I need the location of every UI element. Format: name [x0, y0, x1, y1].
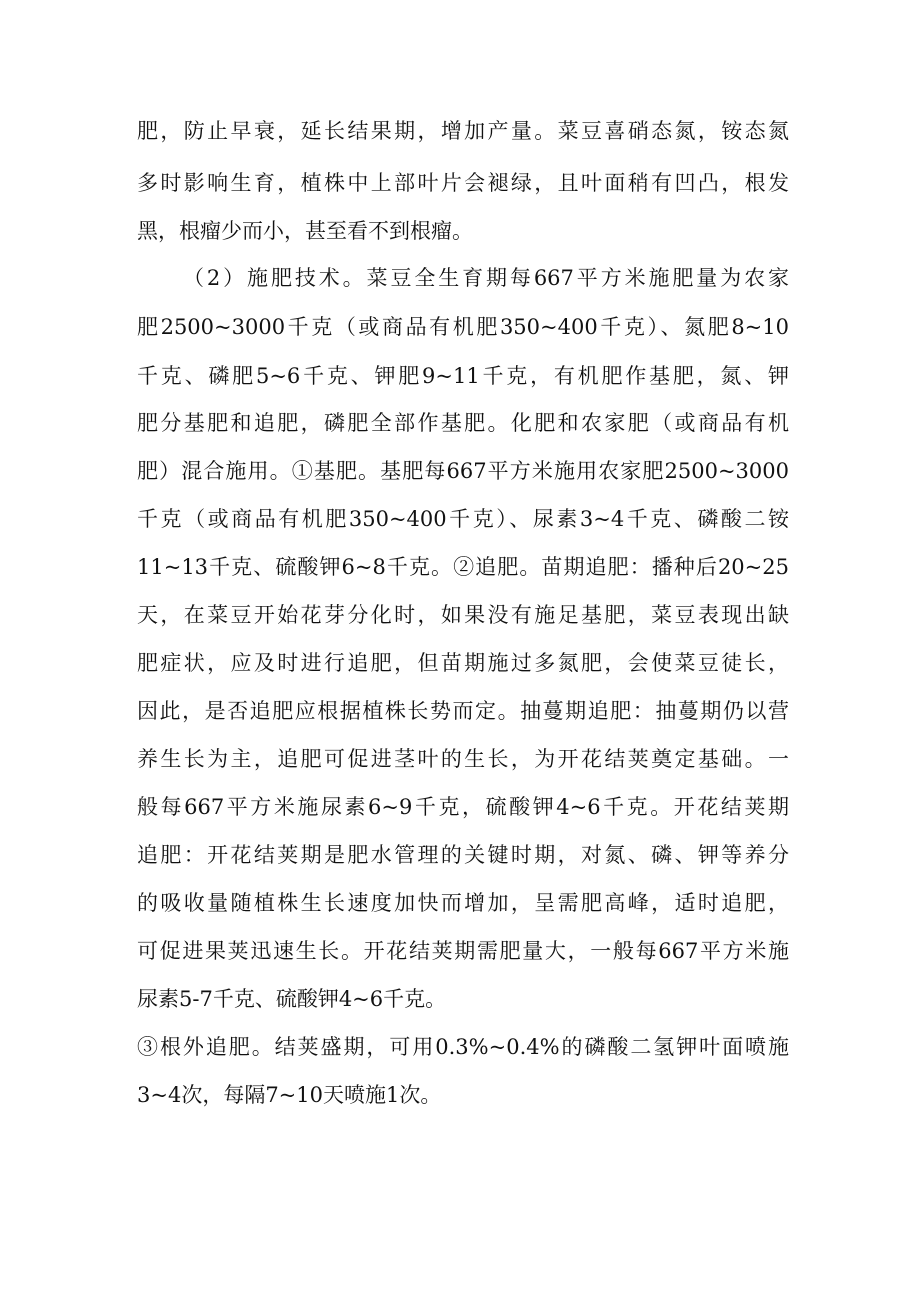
text-line-16: 追肥：开花结荚期是肥水管理的关键时期，对氮、磷、钾等养分 [137, 843, 789, 867]
text-line-20: ③根外追肥。结荚盛期，可用0.3%~0.4%的磷酸二氢钾叶面喷施 [137, 1035, 789, 1059]
text-line-12: 肥症状，应及时进行追肥，但苗期施过多氮肥，会使菜豆徒长， [137, 651, 789, 675]
text-line-8: 肥）混合施用。①基肥。基肥每667平方米施用农家肥2500~3000 [137, 459, 789, 483]
text-line-10: 11~13千克、硫酸钾6~8千克。②追肥。苗期追肥：播种后20~25 [137, 555, 789, 579]
text-line-14: 养生长为主，追肥可促进茎叶的生长，为开花结荚奠定基础。一 [137, 747, 789, 771]
text-line-2: 多时影响生育，植株中上部叶片会褪绿，且叶面稍有凹凸，根发 [137, 171, 789, 195]
text-line-15: 般每667平方米施尿素6~9千克，硫酸钾4~6千克。开花结荚期 [137, 795, 789, 819]
text-line-13: 因此，是否追肥应根据植株长势而定。抽蔓期追肥：抽蔓期仍以营 [137, 699, 789, 723]
text-line-11: 天，在菜豆开始花芽分化时，如果没有施足基肥，菜豆表现出缺 [137, 603, 789, 627]
text-line-1: 肥，防止早衰，延长结果期，增加产量。菜豆喜硝态氮，铵态氮 [137, 119, 789, 143]
text-line-17: 的吸收量随植株生长速度加快而增加，呈需肥高峰，适时追肥， [137, 891, 789, 915]
text-line-21: 3~4次，每隔7~10天喷施1次。 [137, 1083, 442, 1107]
text-line-3: 黑，根瘤少而小，甚至看不到根瘤。 [137, 219, 473, 243]
text-line-19: 尿素5-7千克、硫酸钾4~6千克。 [137, 987, 447, 1011]
text-line-9: 千克（或商品有机肥350~400千克）、尿素3~4千克、磷酸二铵 [137, 507, 789, 531]
text-line-18: 可促进果荚迅速生长。开花结荚期需肥量大，一般每667平方米施 [137, 939, 789, 963]
text-line-7: 肥分基肥和追肥，磷肥全部作基肥。化肥和农家肥（或商品有机 [137, 411, 789, 435]
text-line-5: 肥2500~3000千克（或商品有机肥350~400千克）、氮肥8~10 [137, 315, 789, 339]
text-line-6: 千克、磷肥5~6千克、钾肥9~11千克，有机肥作基肥，氮、钾 [137, 364, 789, 388]
text-line-4: （2）施肥技术。菜豆全生育期每667平方米施肥量为农家 [183, 266, 789, 290]
